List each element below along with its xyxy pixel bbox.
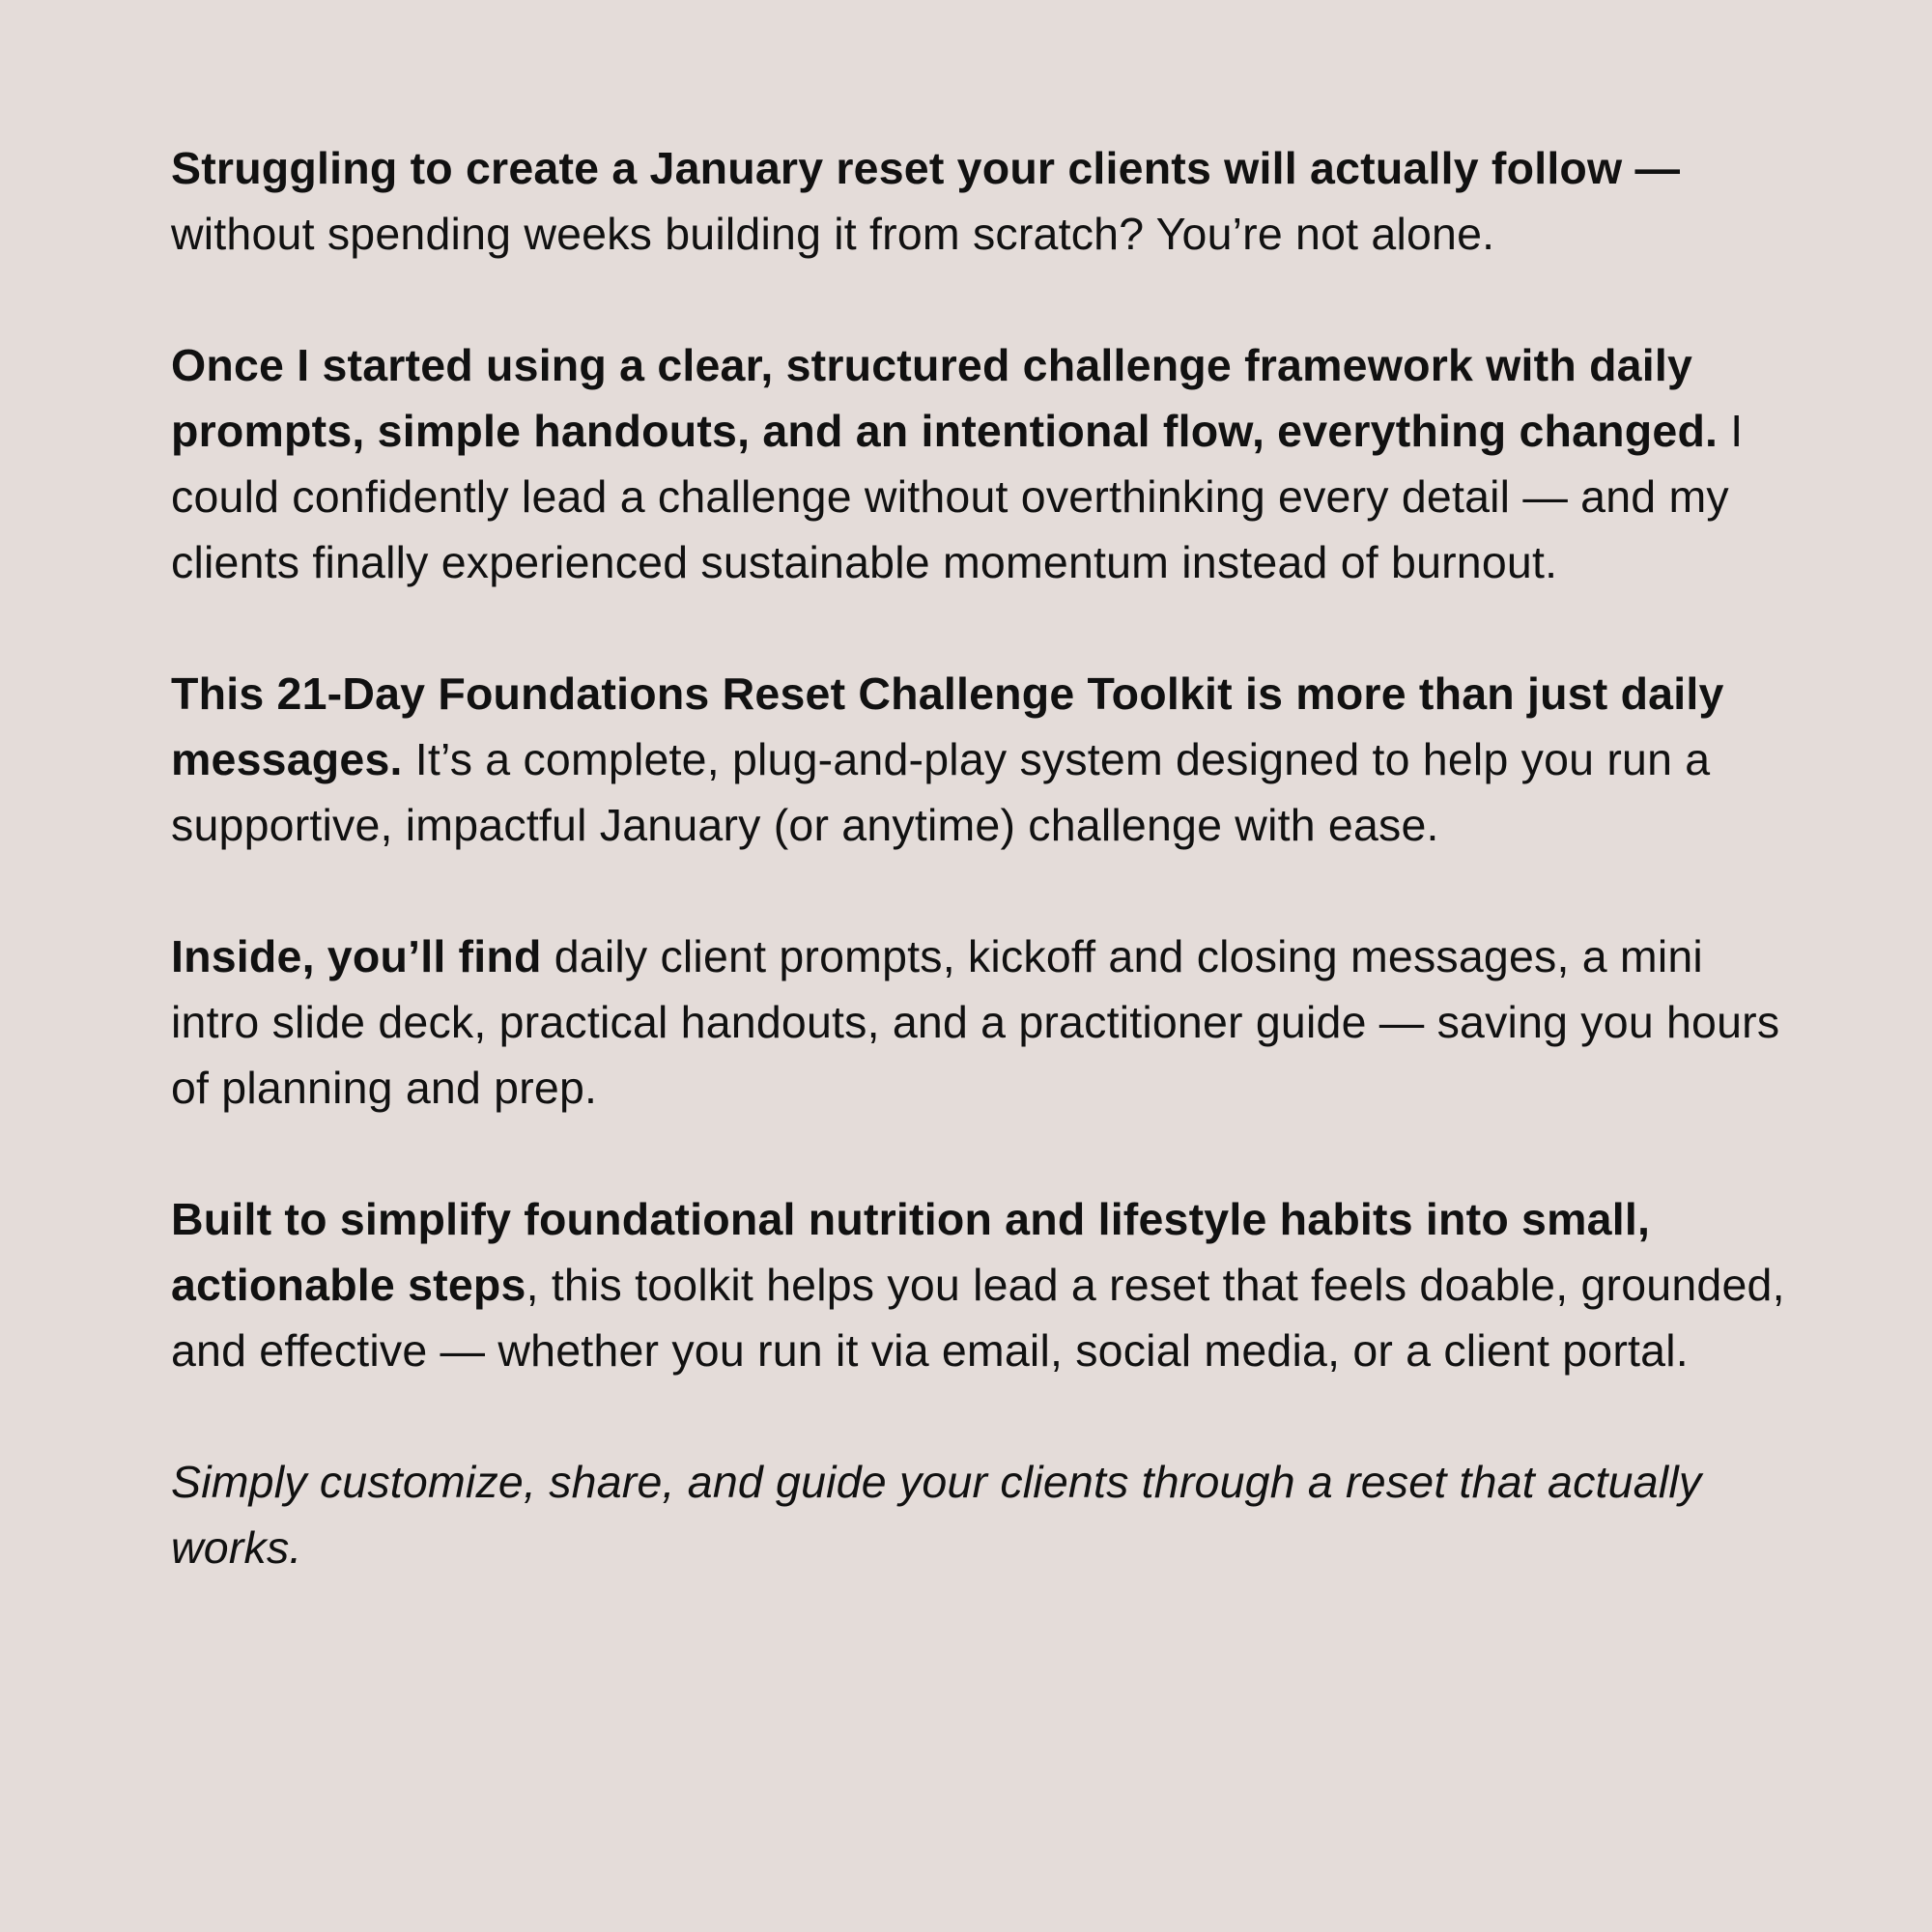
closing-line: Simply customize, share, and guide your clients through a reset that actually works.: [171, 1457, 1702, 1573]
paragraph-toolkit: [171, 661, 1794, 858]
paragraph-benefit-bold: Built to simplify foundational nutrition and lifestyle habits into small, actionable steps: [171, 1194, 1651, 1310]
paragraph-problem-text: without spending weeks building it from scratch? You’re not alone.: [171, 209, 1495, 259]
paragraph-contents: [171, 923, 1794, 1121]
paragraph-toolkit-bold: This 21-Day Foundations Reset Challenge Toolkit is more than just daily messages.: [171, 668, 1724, 784]
paragraph-benefit: [171, 1186, 1794, 1383]
paragraph-contents-bold: Inside, you’ll find: [171, 931, 542, 981]
paragraph-problem: [171, 135, 1794, 267]
paragraph-problem-bold: Struggling to create a January reset your clients will actually follow —: [171, 143, 1681, 193]
promo-copy: [171, 135, 1794, 1580]
paragraph-contents-text: daily client prompts, kickoff and closing messages, a mini intro slide deck, practical handouts, and a practitioner guide — saving you hours of planning and prep.: [171, 931, 1780, 1113]
paragraph-benefit-text: , this toolkit helps you lead a reset that feels doable, grounded, and effective — whether you run it via email, social media, or a client portal.: [171, 1260, 1785, 1376]
paragraph-toolkit-text: It’s a complete, plug-and-play system designed to help you run a supportive, impactful January (or anytime) challenge with ease.: [171, 734, 1711, 850]
paragraph-story-text: I could confidently lead a challenge without overthinking every detail — and my clients finally experienced sustainable momentum instead of burnout.: [171, 406, 1744, 587]
paragraph-story-bold: Once I started using a clear, structured challenge framework with daily prompts, simple handouts, and an intentional flow, everything changed.: [171, 340, 1719, 456]
paragraph-story: [171, 332, 1794, 595]
